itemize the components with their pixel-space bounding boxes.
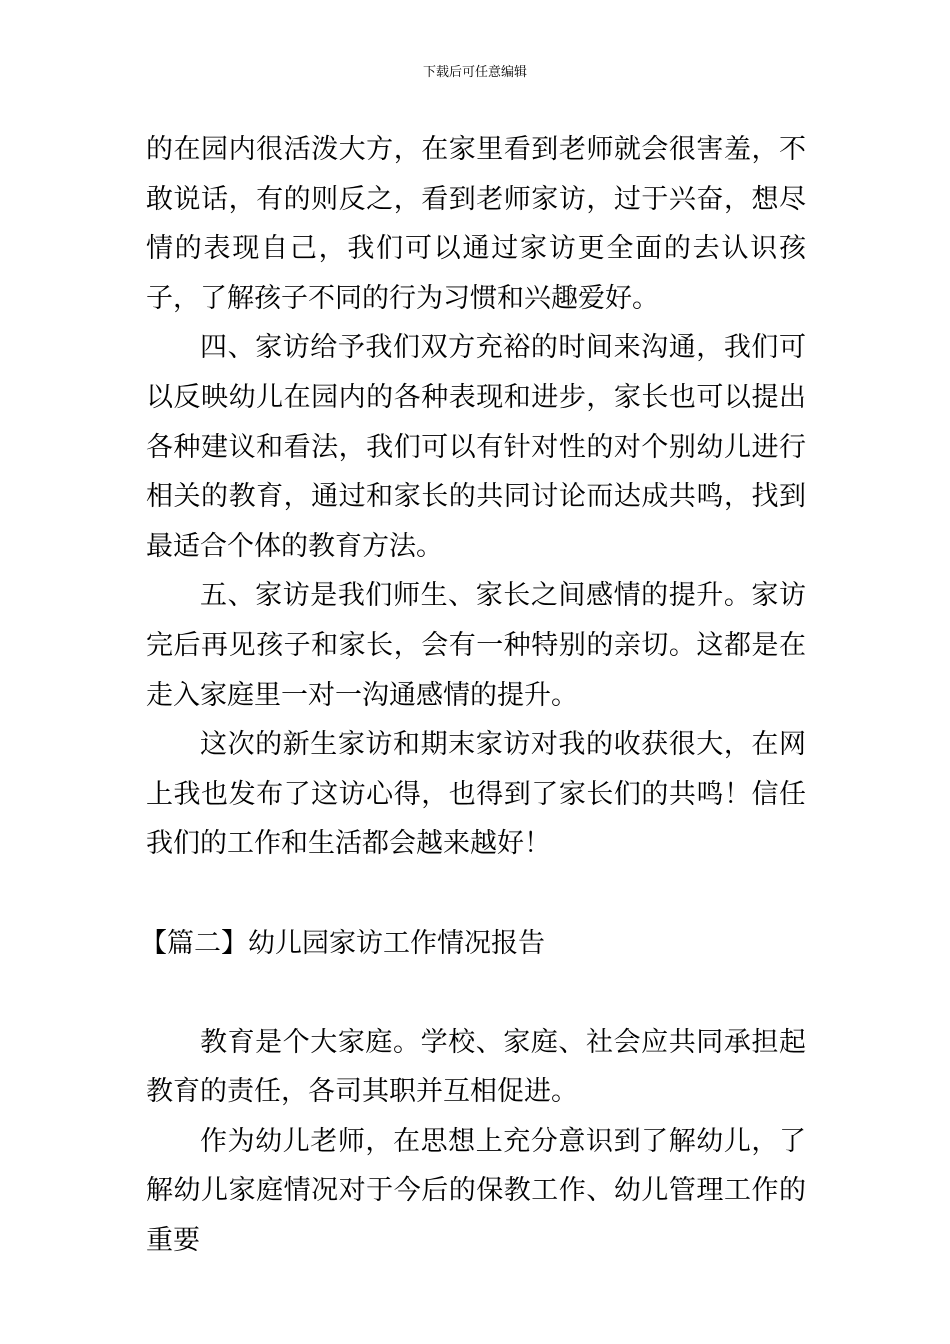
paragraph-continuation: 的在园内很活泼大方，在家里看到老师就会很害羞，不敢说话，有的则反之，看到老师家访，过于兴奋，想尽情的表现自己，我们可以通过家访更全面的去认识孩子，了解孩子不同的行为习惯和兴趣爱好。 xyxy=(146,134,806,314)
paragraph-summary: 这次的新生家访和期末家访对我的收获很大，在网上我也发布了这访心得，也得到了家长们的共鸣！信任我们的工作和生活都会越来越好！ xyxy=(146,729,806,860)
section-title: 【篇二】幼儿园家访工作情况报告 xyxy=(140,927,545,959)
paragraph-point-four: 四、家访给予我们双方充裕的时间来沟通，我们可以反映幼儿在园内的各种表现和进步，家长也可以提出各种建议和看法，我们可以有针对性的对个别幼儿进行相关的教育，通过和家长的共同讨论而达成共鸣，找到最适合个体的教育方法。 xyxy=(146,332,806,562)
paragraph-intro: 教育是个大家庭。学校、家庭、社会应共同承担起教育的责任，各司其职并互相促进。 xyxy=(146,1026,806,1108)
paragraph-teacher: 作为幼儿老师，在思想上充分意识到了解幼儿，了解幼儿家庭情况对于今后的保教工作、幼儿管理工作的重要 xyxy=(146,1125,806,1257)
document-body xyxy=(140,125,806,1266)
page-header: 下载后可任意编辑 xyxy=(422,65,527,80)
paragraph-point-five: 五、家访是我们师生、家长之间感情的提升。家访完后再见孩子和家长，会有一种特别的亲切。这都是在走入家庭里一对一沟通感情的提升。 xyxy=(146,580,806,711)
